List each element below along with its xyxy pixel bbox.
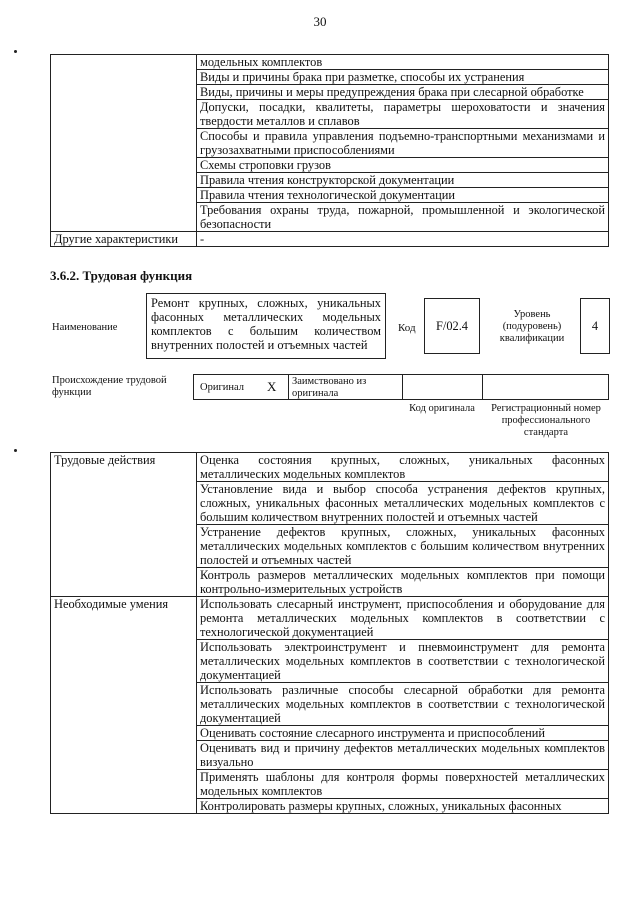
other-value: - [197, 232, 609, 247]
original-label: Оригинал [200, 382, 244, 393]
action-item: Устранение дефектов крупных, сложных, уникальных фасонных металлических модельных комплектов с большим количеством внутренних полостей и отъемных частей [197, 525, 609, 568]
original-mark: X [267, 379, 277, 394]
margin-mark [14, 50, 17, 53]
skill-item: Оценивать вид и причину дефектов металлических модельных комплектов визуально [197, 741, 609, 770]
skills-label: Необходимые умения [51, 597, 197, 814]
divider [402, 375, 403, 399]
function-code: F/02.4 [424, 298, 480, 354]
skill-item: Контролировать размеры крупных, сложных, уникальных фасонных [197, 799, 609, 814]
knowledge-item: модельных комплектов [197, 55, 609, 70]
skill-item: Применять шаблоны для контроля формы поверхностей металлических модельных комплектов [197, 770, 609, 799]
skill-item: Оценивать состояние слесарного инструмента и приспособлений [197, 726, 609, 741]
origin-label: Происхождение трудовой функции [52, 375, 167, 398]
actions-label: Трудовые действия [51, 453, 197, 597]
knowledge-item: Требования охраны труда, пожарной, промышленной и экологической безопасности [197, 203, 609, 232]
knowledge-item: Допуски, посадки, квалитеты, параметры шероховатости и значения твердости металлов и сплавов [197, 100, 609, 129]
function-name: Ремонт крупных, сложных, уникальных фасонных металлических модельных комплектов с большим количеством внутренних полостей и отъемных частей [146, 293, 386, 359]
reg-number-caption: Регистрационный номер профессионального стандарта [491, 403, 601, 438]
action-item: Оценка состояния крупных, сложных, уникальных фасонных металлических модельных комплектов [197, 453, 609, 482]
knowledge-table [50, 54, 609, 247]
other-label: Другие характеристики [51, 232, 197, 247]
skill-item: Использовать различные способы слесарной обработки для ремонта металлических модельных комплектов в соответствии с технологической документацией [197, 683, 609, 726]
empty-cell [51, 55, 197, 232]
divider [482, 375, 483, 399]
origin-row [193, 374, 609, 400]
divider [288, 375, 289, 399]
knowledge-item: Правила чтения конструкторской документации [197, 173, 609, 188]
knowledge-item: Виды и причины брака при разметке, способы их устранения [197, 70, 609, 85]
knowledge-item: Правила чтения технологической документации [197, 188, 609, 203]
borrowed-label: Заимствовано из оригинала [292, 376, 367, 399]
action-item: Контроль размеров металлических модельных комплектов при помощи контрольно-измерительных устройств [197, 568, 609, 597]
function-table [50, 452, 609, 814]
level-label: Уровень (подуровень) квалификации [499, 309, 565, 344]
margin-mark [14, 449, 17, 452]
code-label: Код [398, 322, 416, 334]
skill-item: Использовать слесарный инструмент, приспособления и оборудование для ремонта металлических модельных комплектов в соответствии с технологической документацией [197, 597, 609, 640]
action-item: Установление вида и выбор способа устранения дефектов крупных, сложных, уникальных фасонных металлических модельных комплектов с большим количеством внутренних полостей и отъемных частей [197, 482, 609, 525]
level-value: 4 [580, 298, 610, 354]
knowledge-item: Виды, причины и меры предупреждения брака при слесарной обработке [197, 85, 609, 100]
knowledge-item: Способы и правила управления подъемно-транспортными механизмами и грузозахватными приспособлениями [197, 129, 609, 158]
knowledge-item: Схемы строповки грузов [197, 158, 609, 173]
name-label: Наименование [52, 322, 118, 333]
skill-item: Использовать электроинструмент и пневмоинструмент для ремонта металлических модельных комплектов в соответствии с технологической документацией [197, 640, 609, 683]
section-title: 3.6.2. Трудовая функция [50, 268, 193, 283]
page-number: 30 [313, 14, 327, 29]
code-original-caption: Код оригинала [409, 403, 475, 414]
